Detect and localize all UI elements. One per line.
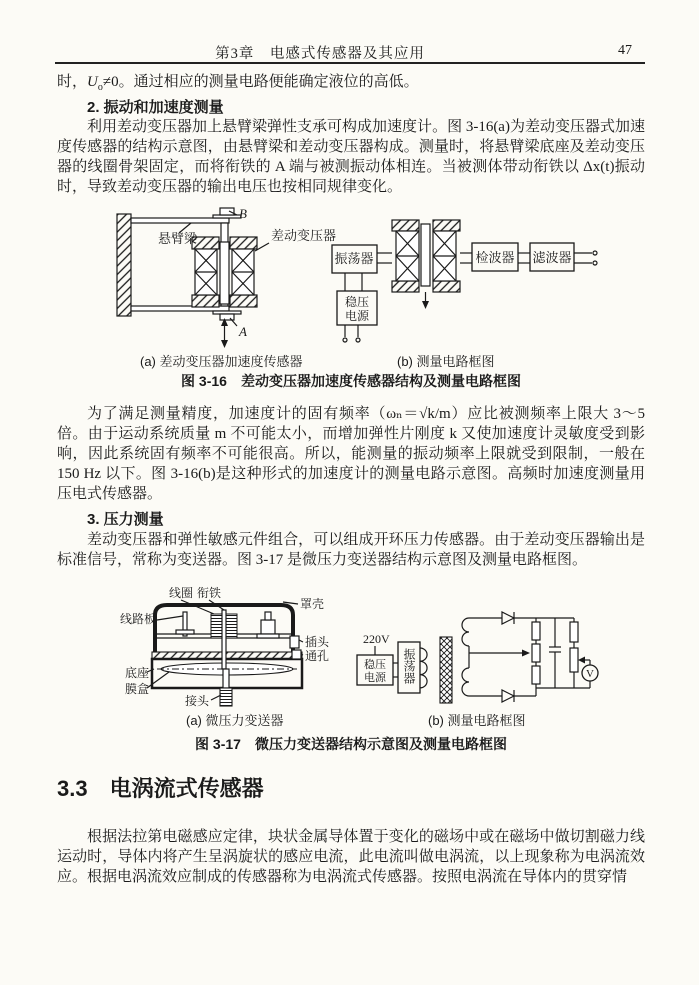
subheading-pressure: 3. 压力测量	[87, 511, 164, 528]
right-coil	[232, 249, 254, 295]
block-power-line2: 电源	[344, 309, 370, 323]
paragraph-accelerometer: 利用差动变压器加上悬臂梁弹性支承可构成加速度计。图 3-16(a)为差动变压器式加速度传感器的结构示意图，由悬臂梁和差动变压器构成。测量时，将悬臂梁底座及差动变压器的线圈骨架固定，而将衔铁的 A 端与被测振动体相连。当被测体带动衔铁以 Δx(t)振动时，导致差动变压器的输出电压也按相同规律变化。	[57, 119, 645, 195]
liquid-sub-o: o	[97, 82, 103, 93]
block-oscillator: 振荡器	[334, 251, 374, 266]
liquid-pre: 时，	[57, 74, 88, 90]
pressure-measuring-circuit	[357, 612, 598, 703]
section-heading-eddy-current: 3.3 电涡流式传感器	[57, 776, 264, 801]
figure-3-16-caption-a: (a) 差动变压器加速度传感器	[140, 354, 303, 369]
figure-3-16-diagram	[57, 206, 642, 348]
figure-3-16-caption: 图 3-16 差动变压器加速度传感器结构及测量电路框图	[181, 373, 521, 389]
liquid-post: ≠0。通过相应的测量电路便能确定液位的高低。	[102, 74, 419, 90]
block-power2-line1: 稳压	[364, 659, 386, 671]
label-point-a: A	[239, 324, 247, 339]
label-capsule: 膜盒	[125, 682, 150, 696]
label-220v: 220V	[363, 632, 390, 646]
running-header-title: 第3章 电感式传感器及其应用	[215, 46, 425, 62]
label-cover: 罩壳	[300, 597, 325, 611]
figure-3-17-diagram	[57, 584, 642, 712]
label-plug: 插头	[305, 635, 330, 649]
block-power2-line2: 电源	[364, 672, 386, 684]
paragraph-natural-frequency: 为了满足测量精度，加速度计的固有频率（ωₙ＝√k/m）应比被测频率上限大 3～5 倍。由于运动系统质量 m 不可能太小，而增加弹性片刚度 k 又使加速度计灵敏度受到影响，因此系统固有频率不可能很高。所以，能测量的振动频率上限就受到限制，一般在 150 Hz 以下。图 3-16(b)是这种形式的加速度计的测量电路示意图。高频时加速度测量用压电式传感器。	[57, 406, 645, 502]
left-coil	[195, 249, 217, 295]
block-oscillator-2: 振荡器	[402, 648, 416, 684]
paragraph-eddy-sensor: 根据电涡流效应制成的传感器称为电涡流式传感器。按照电涡流在导体内的贯穿情	[87, 869, 628, 885]
label-circuit-board: 线路板	[120, 612, 157, 626]
figure-3-17	[57, 584, 642, 712]
measuring-circuit-block-diagram	[332, 220, 597, 342]
paragraph-faraday: 根据法拉第电磁感应定律，块状金属导体置于变化的磁场中或在磁场中做切割磁力线运动时，导体内将产生呈涡旋状的感应电流，此电流叫做电涡流，以上现象称为电涡流效应。	[57, 829, 645, 885]
label-cantilever-beam: 悬臂梁	[158, 231, 198, 246]
paragraph-liquid-level	[57, 72, 645, 98]
label-coil: 线圈	[168, 586, 194, 600]
label-diff-transformer: 差动变压器	[271, 228, 337, 243]
label-point-b: B	[239, 206, 247, 221]
page-number: 47	[618, 43, 632, 58]
block-power-line1: 稳压	[344, 295, 370, 309]
header-rule	[55, 62, 645, 64]
figure-3-17-caption-b: (b) 测量电路框图	[428, 713, 526, 728]
voltmeter-label: V	[586, 668, 594, 680]
label-joint: 接头	[184, 694, 209, 708]
label-base: 底座	[125, 666, 150, 680]
subheading-vibration: 2. 振动和加速度测量	[87, 99, 224, 116]
label-vent-hole: 通孔	[305, 649, 330, 663]
figure-3-17-caption-a: (a) 微压力变送器	[186, 713, 284, 728]
right-coil-b	[433, 231, 456, 281]
block-detector: 检波器	[475, 250, 515, 265]
label-armature: 衔铁	[196, 586, 222, 600]
accelerometer-structure-drawing	[117, 206, 336, 348]
left-coil-b	[396, 231, 419, 281]
paragraph-pressure: 差动变压器和弹性敏感元件组合，可以组成开环压力传感器。由于差动变压器输出是标准信号，常称为变送器。图 3-17 是微压力变送器结构示意图及测量电路框图。	[57, 532, 645, 568]
figure-3-16-caption-b: (b) 测量电路框图	[397, 354, 495, 369]
pressure-transmitter-drawing	[120, 585, 330, 708]
figure-3-16	[57, 206, 642, 348]
liquid-var-u: U	[87, 74, 98, 90]
block-filter: 滤波器	[532, 250, 572, 265]
figure-3-17-caption: 图 3-17 微压力变送器结构示意图及测量电路框图	[195, 736, 507, 752]
